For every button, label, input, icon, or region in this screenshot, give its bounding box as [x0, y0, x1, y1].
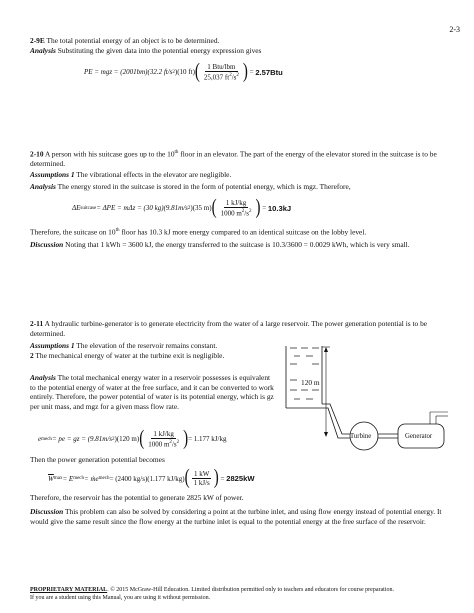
eq-2-10-rest: = ΔPE = mΔz = (30 kg)(9.81m/s — [96, 204, 188, 213]
eq-2-11-numerator: 1 kJ/kg — [153, 430, 174, 438]
footer-label: PROPRIETARY MATERIAL — [30, 587, 108, 593]
eq-2-10-numerator: 1 kJ/kg — [225, 199, 247, 207]
therefore-a: Therefore, the suitcase on 10 — [30, 227, 116, 237]
problem-2-10-text-b: floor in an elevator. The part of the energy of the elevator stored in the suitcase is to be determined. — [30, 149, 437, 169]
problem-2-10-assumptions — [30, 170, 450, 180]
eq-2-10-denominator-tail: /s — [244, 209, 249, 218]
equation-2-11-wmax: $\overline{W}$ max = E mech = ṁe mech = (2400 kg/s)(1.177 kJ/kg) ( $\frac{1 kW}{1 kJ/s}$ ) = 2825kW — [48, 466, 255, 489]
assumptions-label: Assumptions 1 — [30, 170, 75, 179]
eq-2-10-denominator: 1000 m — [220, 209, 242, 218]
problem-2-9-analysis — [30, 46, 450, 56]
assumptions-label: Assumptions 1 — [30, 341, 75, 350]
analysis-text: Substituting the given data into the potential energy expression gives — [57, 46, 262, 55]
eq-wmax-fraction — [192, 470, 212, 487]
eq-2-9-numerator: 1 Btu/lbm — [207, 63, 236, 71]
page-number: 2-3 — [449, 25, 460, 34]
assumption-2-number: 2 — [30, 350, 34, 360]
eq-wmax-lhs-sub: max — [53, 476, 63, 481]
problem-2-10-discussion — [30, 240, 450, 250]
answer-2-10: 10.3kJ — [267, 203, 292, 213]
answer-2-11: 2825kW — [226, 474, 255, 483]
figure-height-label: 120 m — [301, 378, 320, 387]
analysis-label: Analysis — [30, 373, 56, 382]
problem-2-10-analysis — [30, 182, 450, 192]
then-text: Then the power generation potential becomes — [30, 455, 165, 464]
assumptions-text: The vibrational effects in the elevator are negligible. — [76, 170, 232, 179]
problem-2-11-discussion — [30, 507, 450, 526]
analysis-text: The energy stored in the suitcase is stored in the form of potential energy, which is mgz. Therefore, — [57, 182, 351, 191]
eq-wmax-mid2: = ṁe — [84, 474, 99, 483]
answer-2-9: 2.57Btu — [255, 67, 283, 77]
eq-2-10-lhs: ΔE — [72, 204, 81, 213]
footer-line-2: If you are a student using this Manual, you are using it without permission. — [30, 595, 211, 601]
problem-2-9-statement — [30, 36, 450, 46]
eq-2-9-denominator: 25,037 ft — [203, 73, 230, 82]
problem-2-11-therefore: Therefore, the reservoir has the potential to generate 2825 kW of power. — [30, 493, 244, 502]
problem-2-9-id: 2-9E — [30, 36, 45, 45]
eq-2-11-denominator: 1000 m — [148, 440, 170, 449]
problem-2-11-analysis — [30, 373, 274, 411]
analysis-label: Analysis — [30, 46, 56, 55]
eq-2-10-sub: suitcase — [80, 205, 97, 211]
eq-2-9-mid: )(10 ft) — [174, 68, 195, 77]
water-dashes — [290, 348, 319, 399]
footer-line-1: . © 2015 McGraw-Hill Education. Limited distribution permitted only to teachers and educators for course preparation. — [107, 587, 394, 593]
problem-2-10-therefore: Therefore, the suitcase on 10th floor has 10.3 kJ more energy compared to an identical suitcase on the lobby level. — [30, 227, 367, 237]
problem-2-10-id: 2-10 — [30, 149, 44, 159]
discussion-text: This problem can also be solved by considering a point at the turbine inlet, and using flow energy instead of potential energy. It would give the same result since the flow energy at the turbine inlet is equal to the potential energy at the free surface of the reservoir. — [30, 507, 442, 526]
eq-wmax-lhs: $\overline{W}$ — [48, 474, 54, 483]
problem-2-10-text-a: A person with his suitcase goes up to the 10 — [45, 149, 175, 159]
problem-2-11-statement — [30, 319, 450, 338]
eq-wmax-numerator: 1 kW — [194, 470, 210, 478]
figure-turbine-label: Turbine — [350, 433, 372, 440]
eq-wmax-mid: = E — [62, 474, 74, 483]
eq-2-11-mid: = pe = gz = (9.81m/s — [51, 435, 112, 444]
equation-2-9: PE = mgz = (2001bm)(32.2 ft/s 2 )(10 ft) ( $\frac{\text{1 Btu/lbm}}{25,037 ft^2/s^2}$ ) = 2.57Btu — [84, 60, 283, 83]
problem-2-11-text: A hydraulic turbine-generator is to generate electricity from the water of a large reservoir. The power generation potential is to be determined. — [30, 319, 428, 338]
figure-generator-label: Generator — [405, 433, 433, 440]
eq-2-9-denominator-tail: /s — [231, 73, 237, 82]
eq-wmax-denominator: 1 kJ/s — [193, 479, 210, 487]
eq-2-10-rest2: )(35 m) — [190, 204, 212, 213]
penstock-pipe — [322, 404, 352, 434]
eq-2-11-lhs: e — [38, 435, 42, 444]
equation-2-11-emech: e mech = pe = gz = (9.81m/s 2 )(120 m) ( $\frac{1 kJ/kg}{1000 m^2/s^2}$ ) = 1.177 kJ/kg — [38, 427, 227, 450]
analysis-text: The total mechanical energy water in a reservoir possesses is equivalent to the potential energy of water at the free surface, and it can be converted to work entirely. Therefore, the power potential of water is its potential energy, which is gz per unit mass, and mgz for a given mass flow rate. — [30, 373, 274, 411]
eq-2-11-lhs-sub: mech — [41, 436, 52, 442]
assumption-1: The elevation of the reservoir remains constant. — [76, 341, 218, 350]
footer — [30, 586, 460, 602]
discussion-label: Discussion — [30, 507, 64, 516]
therefore-b: floor has 10.3 kJ more energy compared to an identical suitcase on the lobby level. — [119, 227, 367, 237]
eq-wmax-rest: = (2400 kg/s)(1.177 kJ/kg) — [109, 474, 185, 483]
problem-2-9-text: The total potential energy of an object is to be determined. — [46, 36, 220, 45]
discussion-label: Discussion — [30, 240, 64, 249]
eq-wmax-mid2-sub: mech — [98, 476, 110, 481]
eq-2-10-fraction: $\frac{1 kJ/kg}{1000 m^2/s^2}$ — [220, 199, 252, 218]
eq-2-11-fraction: $\frac{1 kJ/kg}{1000 m^2/s^2}$ — [148, 430, 180, 449]
problem-2-11-assumptions — [30, 341, 276, 360]
discussion-text: Noting that 1 kWh = 3600 kJ, the energy transferred to the suitcase is 10.3/3600 = 0.0029 kWh, which is very small. — [65, 240, 410, 249]
eq-2-9-lhs: PE = mgz = (2001bm)(32.2 ft/s — [84, 68, 173, 77]
eq-2-11-mid2: )(120 m) — [114, 435, 140, 444]
equation-2-10: ΔE suitcase = ΔPE = mΔz = (30 kg)(9.81m/s 2 )(35 m) ( $\frac{1 kJ/kg}{1000 m^2/s^2}$ ) = 10.3kJ — [72, 196, 292, 219]
eq-2-11-denominator-tail: /s — [171, 440, 177, 449]
analysis-label: Analysis — [30, 182, 56, 191]
eq-wmax-mid-sub: mech — [73, 476, 85, 481]
eq-2-9-fraction: $\frac{\text{1 Btu/lbm}}{25,037 ft^2/s^2}$ — [203, 63, 239, 82]
eq-2-11-result: = 1.177 kJ/kg — [188, 435, 227, 444]
problem-2-10-statement: 2-10 A person with his suitcase goes up to the 10th floor in an elevator. The part of the energy of the elevator stored in the suitcase is to be determined. — [30, 149, 437, 169]
assumption-2: The mechanical energy of water at the turbine exit is negligible. — [35, 350, 225, 360]
problem-2-11-id: 2-11 — [30, 319, 44, 328]
